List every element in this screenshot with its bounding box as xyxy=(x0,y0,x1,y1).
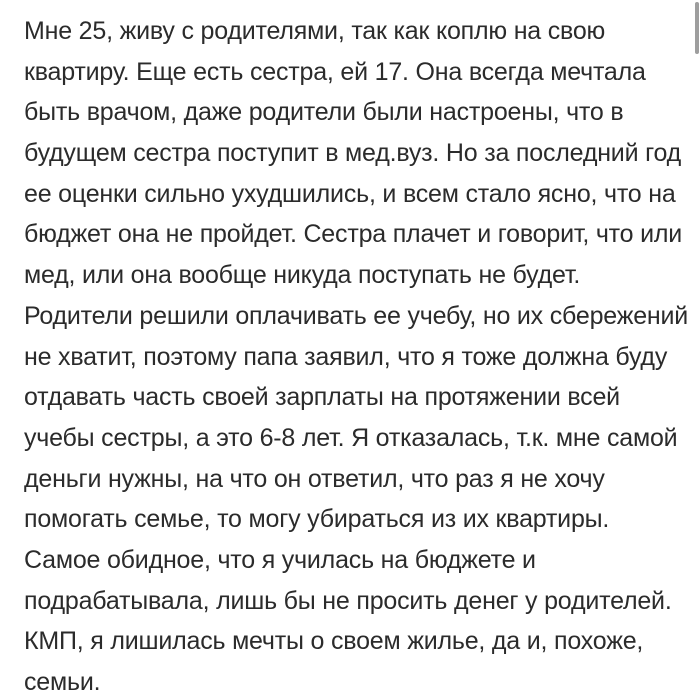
post-line: не хватит, поэтому папа заявил, что я тоже должна буду xyxy=(24,342,668,371)
post-line: помогать семье, то могу убираться из их квартиры. xyxy=(24,505,610,534)
post-line: бюджет она не пройдет. Сестра плачет и говорит, что или xyxy=(24,220,682,249)
post-line: семьи. xyxy=(24,668,101,696)
post-line: будущем сестра поступит в мед.вуз. Но за последний год xyxy=(24,139,681,168)
post-line: быть врачом, даже родители были настроены, что в xyxy=(24,98,624,127)
post-line: КМП, я лишилась мечты о своем жилье, да и, похоже, xyxy=(24,627,644,656)
post-line: деньги нужны, на что он ответил, что раз я не хочу xyxy=(24,464,605,493)
post-line: учебы сестры, а это 6-8 лет. Я отказалась, т.к. мне самой xyxy=(24,423,678,452)
post-text xyxy=(24,0,689,700)
post-line: Самое обидное, что я училась на бюджете и xyxy=(24,545,536,574)
post-line: квартиру. Еще есть сестра, ей 17. Она всегда мечтала xyxy=(24,57,646,86)
post-line: Мне 25, живу с родителями, так как коплю на свою xyxy=(24,17,606,45)
post-line: Родители решили оплачивать ее учебу, но их сбережений xyxy=(24,301,689,330)
post-line: мед, или она вообще никуда поступать не будет. xyxy=(24,261,581,290)
scrollbar-thumb[interactable] xyxy=(695,2,699,54)
post-line: отдавать часть своей зарплаты на протяжении всей xyxy=(24,383,620,412)
post-line: ее оценки сильно ухудшились, и всем стало ясно, что на xyxy=(24,179,676,208)
post-line: подрабатывала, лишь бы не просить денег у родителей. xyxy=(24,586,672,615)
